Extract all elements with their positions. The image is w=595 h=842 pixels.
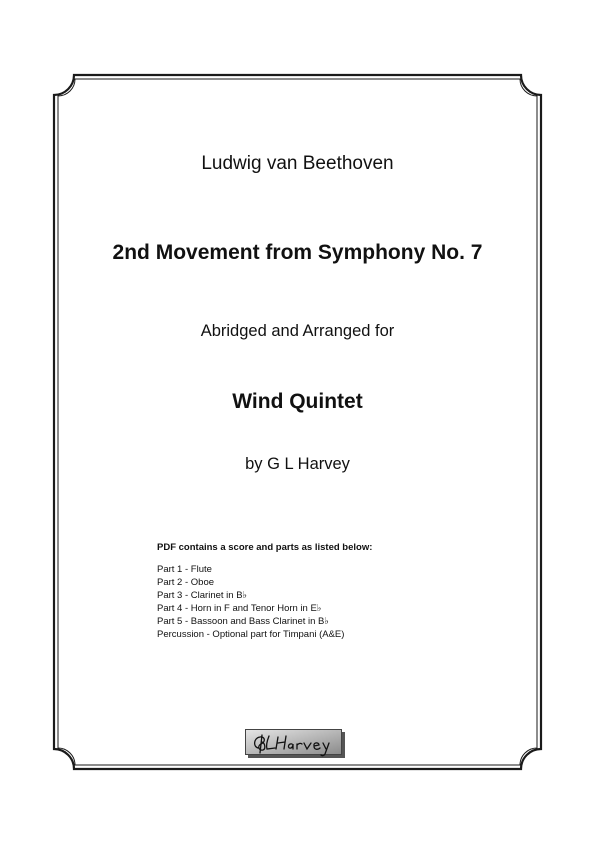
part-item: Part 4 - Horn in F and Tenor Horn in E♭ (157, 603, 322, 614)
contents-list (157, 541, 372, 641)
part-item: Part 5 - Bassoon and Bass Clarinet in B♭ (157, 616, 329, 627)
composer-name: Ludwig van Beethoven (201, 153, 394, 174)
part-item: Percussion - Optional part for Timpani (A&E) (157, 629, 345, 640)
arranged-for-label: Abridged and Arranged for (200, 322, 395, 340)
border-inner (58, 79, 537, 765)
part-item: Part 3 - Clarinet in B♭ (157, 590, 248, 601)
border-outer (54, 75, 541, 769)
arranger-byline: by G L Harvey (245, 455, 350, 473)
part-item: Part 1 - Flute (157, 564, 212, 575)
ensemble-name: Wind Quintet (232, 390, 363, 413)
work-title: 2nd Movement from Symphony No. 7 (112, 241, 483, 264)
part-item: Part 2 - Oboe (157, 577, 215, 588)
publisher-logo (245, 729, 346, 759)
contents-heading: PDF contains a score and parts as listed below: (157, 542, 373, 553)
